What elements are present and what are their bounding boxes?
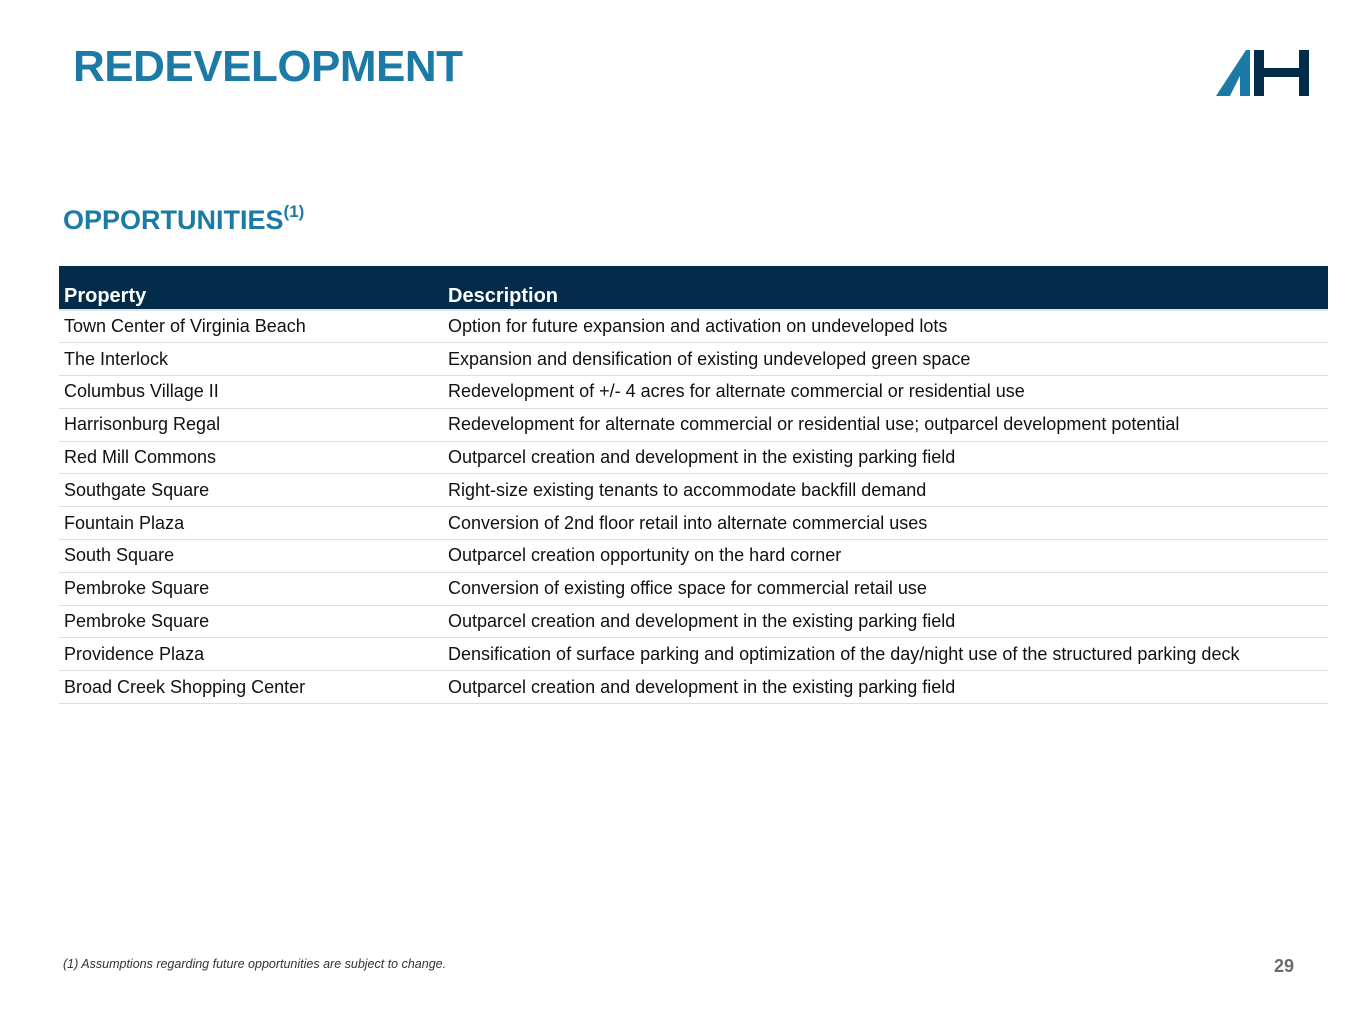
property-cell: Pembroke Square	[59, 572, 443, 605]
property-cell: Broad Creek Shopping Center	[59, 671, 443, 704]
section-title-text: OPPORTUNITIES	[63, 205, 284, 235]
property-cell: Providence Plaza	[59, 638, 443, 671]
description-cell: Conversion of existing office space for commercial retail use	[443, 572, 1328, 605]
table-row	[59, 507, 1328, 540]
footnote-marker: (1)	[283, 202, 305, 221]
opportunities-table	[59, 266, 1328, 704]
table-header-row	[59, 266, 1328, 310]
description-cell: Right-size existing tenants to accommodate backfill demand	[443, 474, 1328, 507]
table-row	[59, 572, 1328, 605]
description-cell: Outparcel creation and development in the existing parking field	[443, 671, 1328, 704]
description-cell: Outparcel creation and development in the existing parking field	[443, 441, 1328, 474]
table-row	[59, 343, 1328, 376]
property-cell: Harrisonburg Regal	[59, 408, 443, 441]
property-cell: Red Mill Commons	[59, 441, 443, 474]
table-row	[59, 310, 1328, 343]
property-cell: South Square	[59, 540, 443, 573]
property-cell: Southgate Square	[59, 474, 443, 507]
table-row	[59, 638, 1328, 671]
table-row	[59, 671, 1328, 704]
table-row	[59, 474, 1328, 507]
description-cell: Densification of surface parking and optimization of the day/night use of the structured parking deck	[443, 638, 1328, 671]
property-cell: Columbus Village II	[59, 376, 443, 409]
description-cell: Expansion and densification of existing undeveloped green space	[443, 343, 1328, 376]
section-title	[63, 202, 304, 238]
header-description: Description	[443, 266, 1328, 310]
property-cell: Town Center of Virginia Beach	[59, 310, 443, 343]
page-title: REDEVELOPMENT	[73, 42, 463, 91]
property-cell: Fountain Plaza	[59, 507, 443, 540]
table-row	[59, 605, 1328, 638]
description-cell: Conversion of 2nd floor retail into alternate commercial uses	[443, 507, 1328, 540]
description-cell: Redevelopment of +/- 4 acres for alternate commercial or residential use	[443, 376, 1328, 409]
description-cell: Redevelopment for alternate commercial or residential use; outparcel development potential	[443, 408, 1328, 441]
ah-logo	[1216, 46, 1312, 98]
description-cell: Outparcel creation opportunity on the hard corner	[443, 540, 1328, 573]
footnote: (1) Assumptions regarding future opportunities are subject to change.	[63, 957, 447, 971]
header-property: Property	[59, 266, 443, 310]
table-row	[59, 441, 1328, 474]
page-number: 29	[1274, 956, 1295, 976]
property-cell: Pembroke Square	[59, 605, 443, 638]
table-row	[59, 376, 1328, 409]
property-cell: The Interlock	[59, 343, 443, 376]
description-cell: Option for future expansion and activation on undeveloped lots	[443, 310, 1328, 343]
description-cell: Outparcel creation and development in the existing parking field	[443, 605, 1328, 638]
table-row	[59, 408, 1328, 441]
table-row	[59, 540, 1328, 573]
